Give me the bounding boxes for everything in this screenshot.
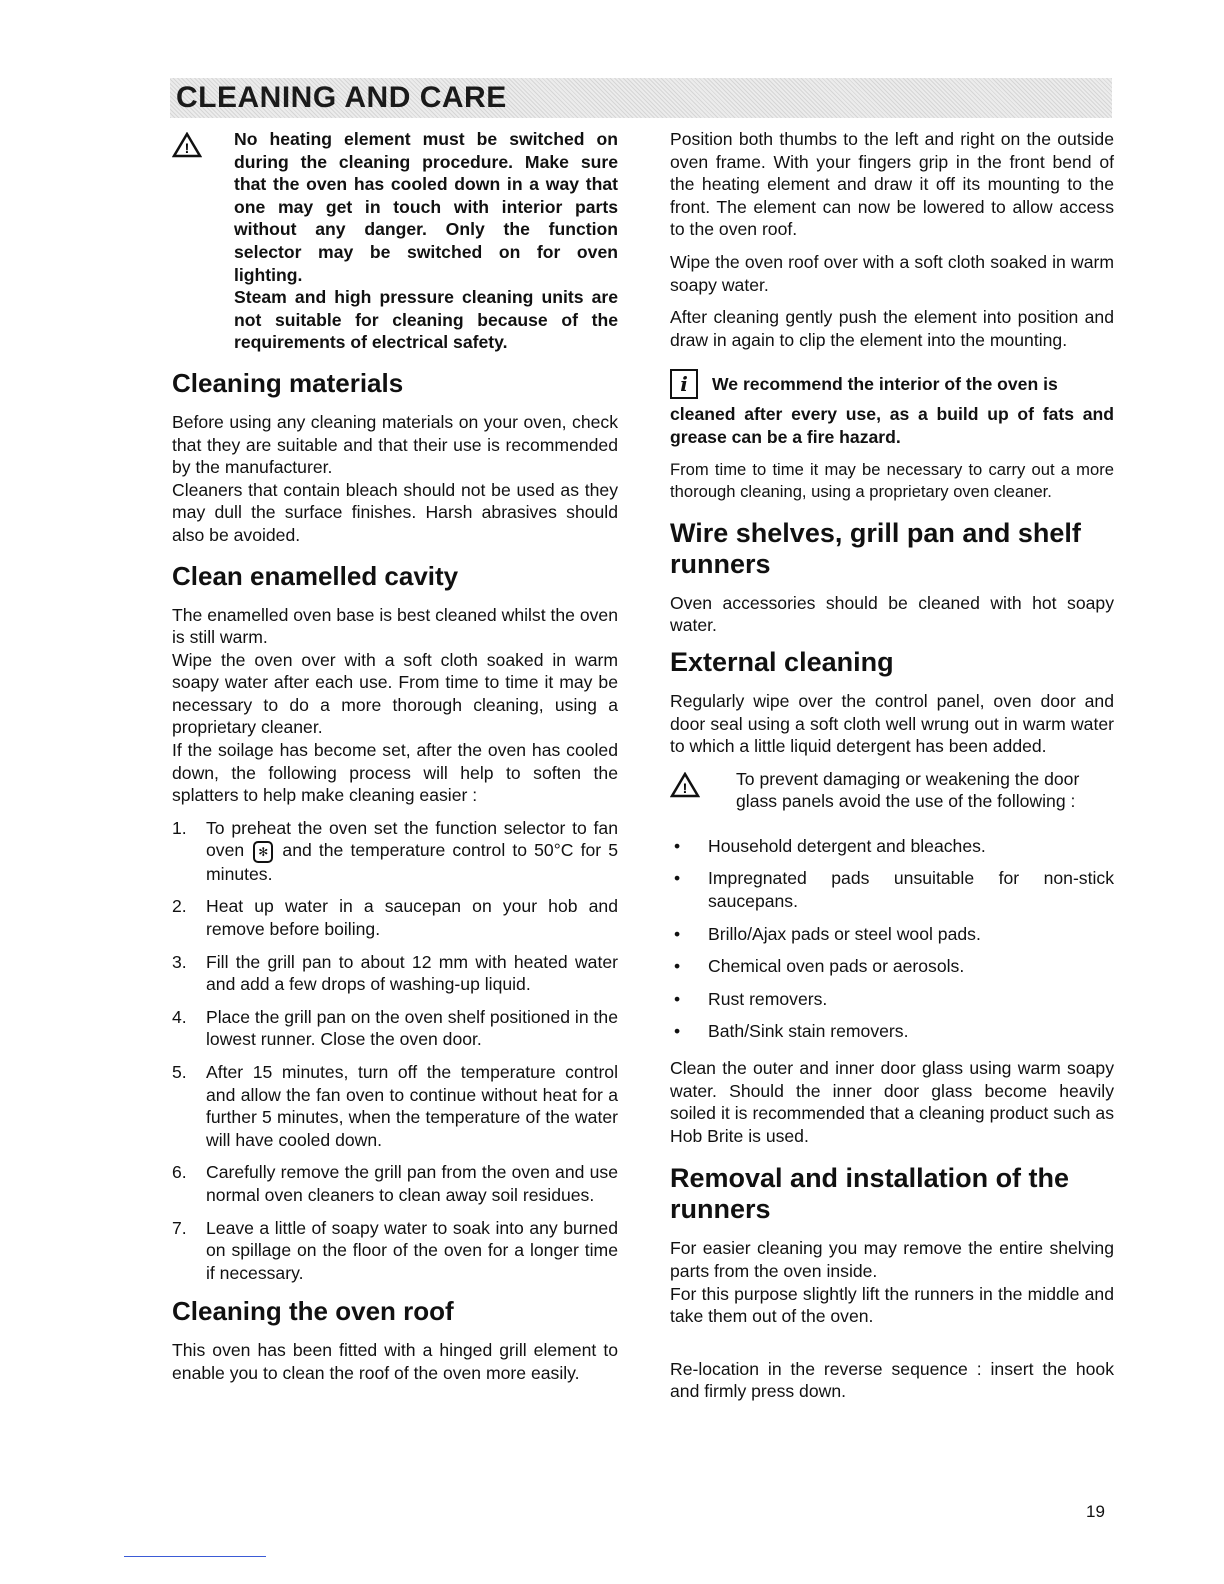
oven-roof-p4: After cleaning gently push the element into position and draw in again to clip the element into the mounting. [670,307,1114,350]
enamelled-p3: If the soilage has become set, after the oven has cooled down, the following process will help to soften the splatters to help make cleaning easier : [172,740,618,806]
warning-text-1: No heating element must be switched on during the cleaning procedure. Make sure that the oven has cooled down in a way that one may get in touch with interior parts without any danger. Only the function selector may be switched on for oven lighting. [234,129,618,285]
info-note [670,369,1114,399]
external-p2: Clean the outer and inner door glass using warm soapy water. Should the inner door glass become heavily soiled it is recommended that a cleaning product such as Hob Brite is used. [670,1058,1114,1146]
list-item: 7. Leave a little of soapy water to soak into any burned on spillage on the floor of the oven for a longer time if necessary. [172,1217,618,1283]
right-column [670,128,1114,1413]
fan-oven-icon: ✻ [253,841,273,863]
glass-warning-text: To prevent damaging or weakening the door glass panels avoid the use of the following : [736,768,1080,812]
glass-warning [670,768,1114,813]
svg-text:!: ! [184,140,190,156]
warning-triangle-icon [670,768,736,803]
list-item: 3. Fill the grill pan to about 12 mm with heated water and add a few drops of washing-up liquid. [172,951,618,995]
info-line-2: cleaned after every use, as a build up of fats and grease can be a fire hazard. [670,404,1114,447]
list-item: • Impregnated pads unsuitable for non-stick saucepans. [674,868,1114,912]
page-number: 19 [1086,1502,1105,1521]
list-item: • Household detergent and bleaches. [674,835,986,856]
oven-roof-p1: This oven has been fitted with a hinged grill element to enable you to clean the roof of the oven more easily. [172,1340,618,1383]
list-item: • Brillo/Ajax pads or steel wool pads. [674,923,981,944]
list-item: 6. Carefully remove the grill pan from the oven and use normal oven cleaners to clean away soil residues. [172,1162,618,1205]
left-column [172,128,618,1394]
heading-enamelled-cavity: Clean enamelled cavity [172,560,459,591]
cleaning-materials-p2: Cleaners that contain bleach should not be used as they may dull the surface finishes. Harsh abrasives should also be avoided. [172,479,618,545]
heading-external-cleaning: External cleaning [670,646,894,677]
safety-warning [172,128,618,354]
enamelled-p1: The enamelled oven base is best cleaned whilst the oven is still warm. [172,604,618,648]
list-item: • Bath/Sink stain removers. [674,1021,909,1042]
avoid-list [670,835,1114,1043]
info-line-1: We recommend the interior of the oven is [712,374,1058,395]
info-icon: i [670,369,698,399]
section-banner [170,78,1112,118]
list-item: • Chemical oven pads or aerosols. [674,956,965,977]
list-item: 4. Place the grill pan on the oven shelf positioned in the lowest runner. Close the oven door. [172,1006,618,1050]
page-title: CLEANING AND CARE [176,81,507,114]
runners-p2: For this purpose slightly lift the runners in the middle and take them out of the oven. [670,1283,1114,1327]
runners-p1: For easier cleaning you may remove the entire shelving parts from the oven inside. [670,1238,1114,1281]
oven-roof-p3: Wipe the oven roof over with a soft cloth soaked in warm soapy water. [670,251,1114,295]
heading-runners: Removal and installation of the runners [670,1163,1070,1225]
cleaning-materials-p1: Before using any cleaning materials on your oven, check that they are suitable and that their use is recommended by the manufacturer. [172,411,618,478]
wire-paragraph: Oven accessories should be cleaned with hot soapy water. [670,592,1114,636]
info-paragraph: From time to time it may be necessary to carry out a more thorough cleaning, using a proprietary oven cleaner. [670,459,1114,502]
enamelled-p2: Wipe the oven over with a soft cloth soaked in warm soapy water after each use. From time to time it may be necessary to do a more thorough cleaning, using a proprietary cleaner. [172,649,618,738]
svg-text:!: ! [682,779,688,796]
runners-p3: Re-location in the reverse sequence : insert the hook and firmly press down. [670,1358,1114,1402]
warning-triangle-icon [172,128,234,163]
external-p1: Regularly wipe over the control panel, oven door and door seal using a soft cloth well wrung out in warm water to which a little liquid detergent has been added. [670,690,1114,757]
warning-text-2: Steam and high pressure cleaning units are not suitable for cleaning because of the requirements of electrical safety. [234,287,618,353]
heading-wire-shelves: Wire shelves, grill pan and shelf runners [670,517,1081,579]
heading-oven-roof: Cleaning the oven roof [172,1296,454,1327]
footer-rule [124,1556,266,1557]
list-item: 2. Heat up water in a saucepan on your hob and remove before boiling. [172,896,618,939]
list-item: • Rust removers. [674,988,828,1009]
cleaning-steps [172,817,618,1284]
heading-cleaning-materials: Cleaning materials [172,367,404,398]
oven-roof-p2: Position both thumbs to the left and right on the outside oven frame. With your fingers grip in the front bend of the heating element and draw it off its mounting to the front. The element can now be lowered to allow access to the oven roof. [670,129,1114,240]
list-item: 1. To preheat the oven set the function selector to fan oven ✻ and the temperature control to 50°C for 5 minutes. [172,817,619,884]
list-item: 5. After 15 minutes, turn off the temperature control and allow the fan oven to continue without heat for a further 5 minutes, when the temperature of the water will have cooled down. [172,1061,618,1150]
